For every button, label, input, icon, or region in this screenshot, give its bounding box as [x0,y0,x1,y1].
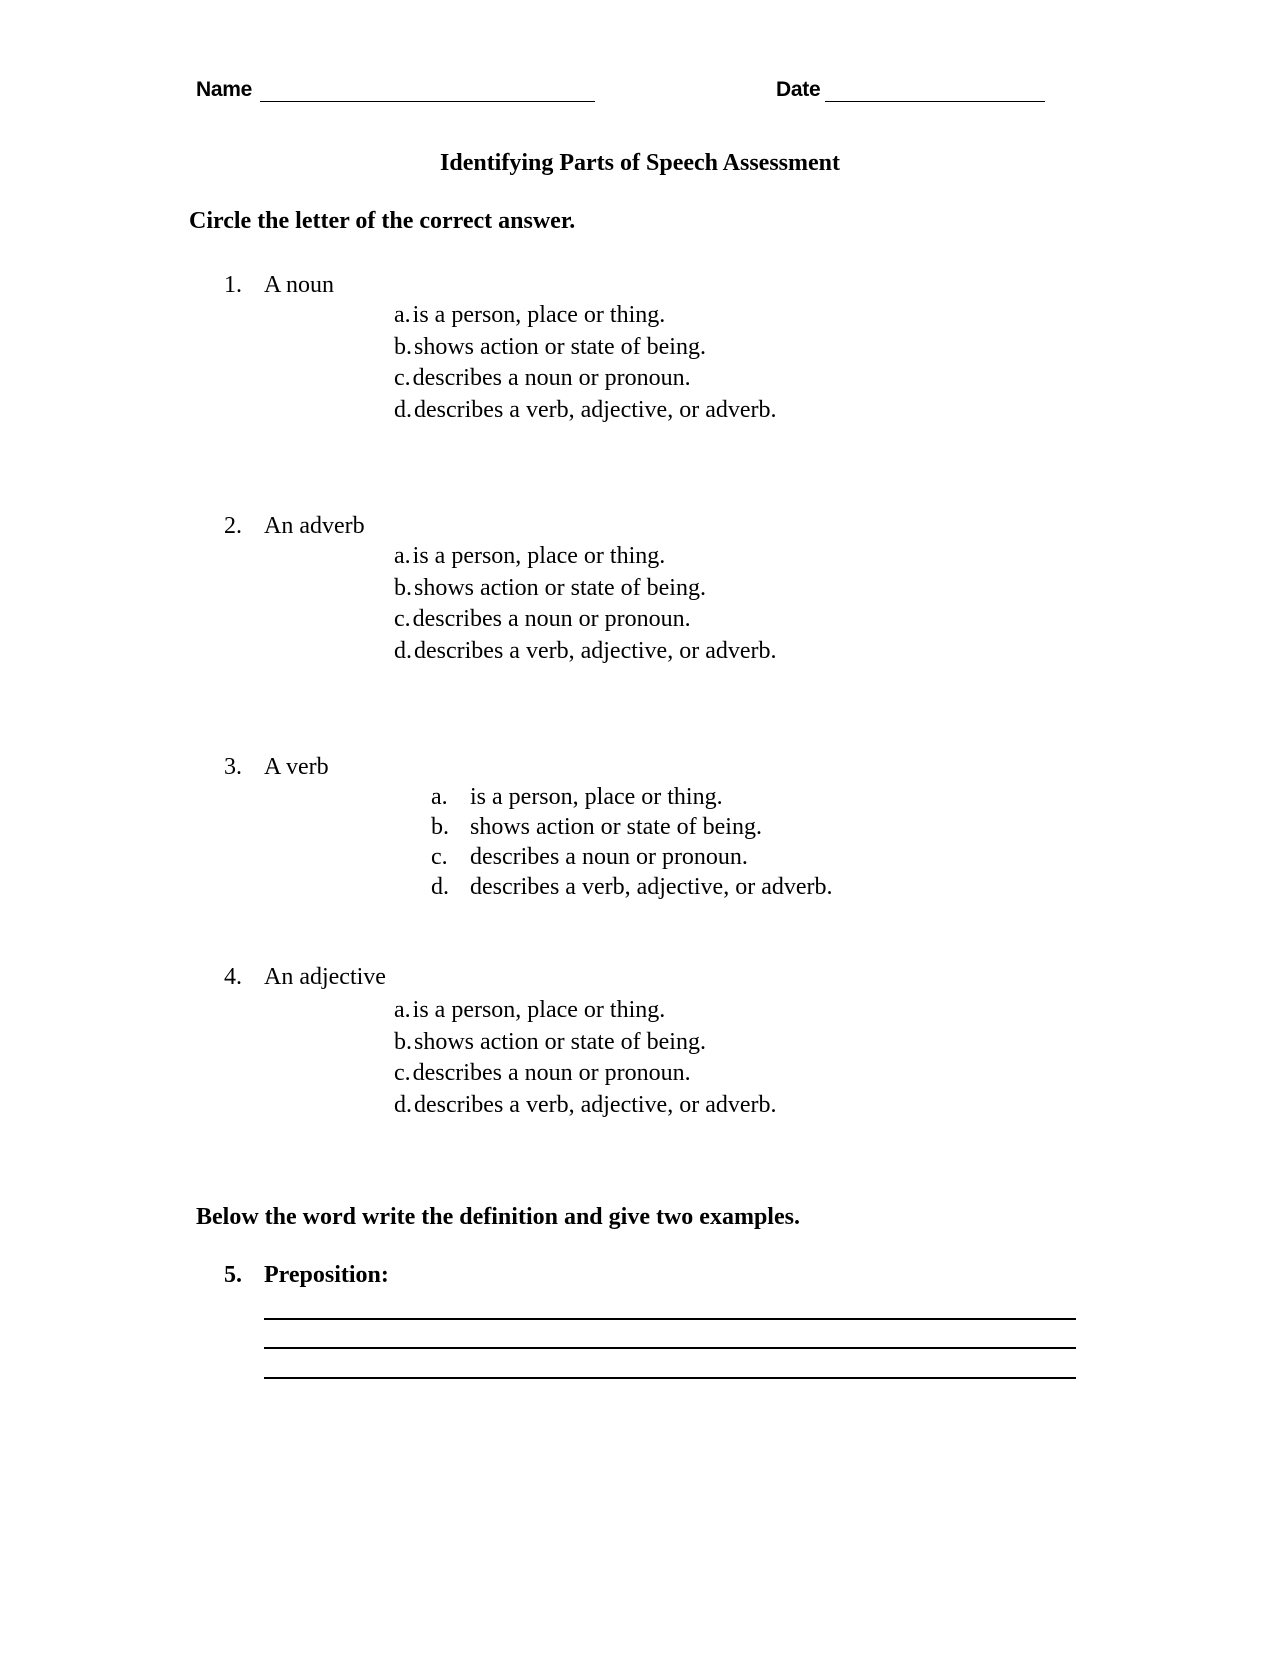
option-letter: d. [394,637,412,664]
question-3-prompt: A verb [264,754,329,780]
date-label: Date [776,78,821,101]
option-c[interactable] [431,842,833,872]
option-c[interactable] [394,604,777,636]
definition-instruction: Below the word write the definition and give two examples. [196,1204,800,1230]
option-a[interactable] [394,541,777,573]
option-d[interactable] [394,1090,777,1122]
option-text: describes a noun or pronoun. [412,365,691,391]
option-text: is a person, place or thing. [412,302,666,328]
option-c[interactable] [394,363,777,395]
option-text: describes a noun or pronoun. [412,606,691,632]
question-3-number: 3. [224,754,242,780]
option-letter: c. [394,1060,411,1086]
option-letter: d. [394,396,412,423]
option-a[interactable] [394,300,777,332]
question-3-options [431,782,833,902]
option-b[interactable] [394,332,777,364]
question-2-number: 2. [224,513,242,539]
option-letter: a. [394,543,411,569]
option-c[interactable] [394,1058,777,1090]
option-letter: d. [431,874,449,900]
option-text: shows action or state of being. [414,1028,706,1055]
name-label: Name [196,78,252,101]
question-1-options [394,300,777,426]
option-a[interactable] [431,782,833,812]
option-text: shows action or state of being. [470,814,762,840]
option-text: is a person, place or thing. [412,543,666,569]
option-text: describes a verb, adjective, or adverb. [470,874,833,900]
option-letter: b. [394,574,412,601]
option-letter: a. [394,302,411,328]
option-text: describes a noun or pronoun. [412,1060,691,1086]
question-5-number: 5. [224,1262,242,1288]
answer-line-2[interactable] [264,1347,1076,1349]
option-d[interactable] [431,872,833,902]
option-text: is a person, place or thing. [412,997,666,1023]
option-letter: b. [431,814,449,840]
option-letter: a. [394,997,411,1023]
option-text: describes a verb, adjective, or adverb. [414,396,777,423]
date-blank-line[interactable] [825,101,1045,102]
name-blank-line[interactable] [260,101,595,102]
option-a[interactable] [394,995,777,1027]
question-1-number: 1. [224,272,242,298]
option-b[interactable] [431,812,833,842]
answer-line-3[interactable] [264,1377,1076,1379]
option-letter: a. [431,784,448,810]
question-2-options [394,541,777,667]
option-text: shows action or state of being. [414,574,706,601]
option-letter: c. [394,365,411,391]
option-b[interactable] [394,573,777,605]
option-d[interactable] [394,636,777,668]
option-b[interactable] [394,1027,777,1059]
option-text: describes a noun or pronoun. [470,844,748,870]
question-2-prompt: An adverb [264,513,365,539]
multiple-choice-instruction: Circle the letter of the correct answer. [189,208,576,234]
page-title: Identifying Parts of Speech Assessment [440,150,840,176]
question-4-number: 4. [224,964,242,990]
answer-line-1[interactable] [264,1318,1076,1320]
question-4-options [394,995,777,1121]
option-text: describes a verb, adjective, or adverb. [414,637,777,664]
option-letter: c. [431,844,448,870]
question-1-prompt: A noun [264,272,335,298]
question-4-prompt: An adjective [264,964,386,990]
option-text: shows action or state of being. [414,333,706,360]
option-letter: d. [394,1091,412,1118]
option-letter: c. [394,606,411,632]
option-text: describes a verb, adjective, or adverb. [414,1091,777,1118]
option-text: is a person, place or thing. [470,784,723,810]
option-letter: b. [394,333,412,360]
question-5-word: Preposition: [264,1262,389,1288]
option-d[interactable] [394,395,777,427]
option-letter: b. [394,1028,412,1055]
